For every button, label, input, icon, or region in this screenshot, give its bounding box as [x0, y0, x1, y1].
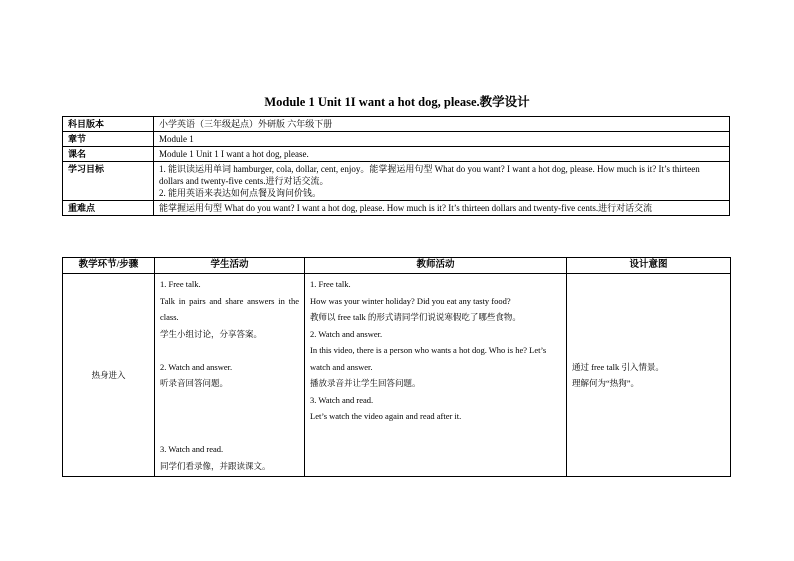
course-info-table: [62, 116, 730, 216]
info-value: [154, 162, 730, 201]
design-intent-cell: [567, 274, 731, 477]
info-row-lesson: [63, 147, 730, 162]
student-line: Talk in pairs and share answers in the class.: [160, 295, 299, 322]
info-key: 学习目标: [63, 162, 154, 201]
info-row-chapter: [63, 132, 730, 147]
header-student: 学生活动: [155, 258, 305, 274]
student-line: 2. Watch and answer.: [160, 361, 233, 372]
info-key: 章节: [63, 132, 154, 147]
design-line: 通过 free talk 引入情景。: [572, 362, 664, 372]
student-line: 同学们看录像，并跟读课文。: [160, 460, 271, 471]
student-activity-cell: [155, 274, 305, 477]
teacher-line: 3. Watch and read.: [310, 394, 374, 405]
teacher-activity-cell: [305, 274, 567, 477]
stage-cell: 热身进入: [63, 274, 155, 477]
info-key: 重难点: [63, 201, 154, 216]
student-line: 1. Free talk.: [160, 279, 201, 289]
header-design: 设计意图: [567, 258, 731, 274]
teacher-line: How was your winter holiday? Did you eat any tasty food?: [310, 295, 511, 306]
info-value: 小学英语（三年级起点）外研版 六年级下册: [154, 117, 730, 132]
info-value: 能掌握运用句型 What do you want? I want a hot dog, please. How much is it? It’s thirteen dollars and twenty-five cents.进行对话交流: [154, 201, 730, 216]
objective-line: 1. 能识读运用单词 hamburger, cola, dollar, cent, enjoy。能掌握运用句型 What do you want? I want a hot dog, please. How much is it? It’s thirteen dollars and twenty-five cents.进行对话交流。: [159, 164, 700, 186]
info-row-edition: [63, 117, 730, 132]
document-title: Module 1 Unit 1I want a hot dog, please.教学设计: [264, 95, 530, 109]
teacher-line: In this video, there is a person who wants a hot dog. Who is he? Let’s watch and answer.: [310, 345, 547, 372]
student-line: 听录音回答问题。: [160, 378, 229, 388]
info-value: Module 1: [154, 132, 730, 147]
teacher-line: 播放录音并让学生回答问题。: [310, 378, 421, 388]
objective-line: 2. 能用英语来表达如何点餐及询问价钱。: [159, 188, 322, 198]
teacher-line: 1. Free talk.: [310, 279, 351, 289]
plan-header-row: [63, 258, 731, 274]
info-row-key-points: [63, 201, 730, 216]
design-line: 理解何为“热狗”。: [572, 378, 640, 388]
lesson-plan-table: [62, 257, 731, 477]
header-teacher: 教师活动: [305, 258, 567, 274]
info-key: 课名: [63, 147, 154, 162]
header-stage: 教学环节/步骤: [63, 258, 155, 274]
student-line: 3. Watch and read.: [160, 444, 224, 454]
teacher-line: Let’s watch the video again and read after it.: [310, 411, 462, 421]
plan-row-warmup: [63, 274, 731, 477]
info-key: 科目版本: [63, 117, 154, 132]
teacher-line: 2. Watch and answer.: [310, 328, 383, 339]
teacher-line: 教师以 free talk 的形式请同学们说说寒假吃了哪些食物。: [310, 312, 521, 322]
student-line: 学生小组讨论，分享答案。: [160, 328, 263, 339]
info-row-objectives: [63, 162, 730, 201]
info-value: Module 1 Unit 1 I want a hot dog, please.: [154, 147, 730, 162]
